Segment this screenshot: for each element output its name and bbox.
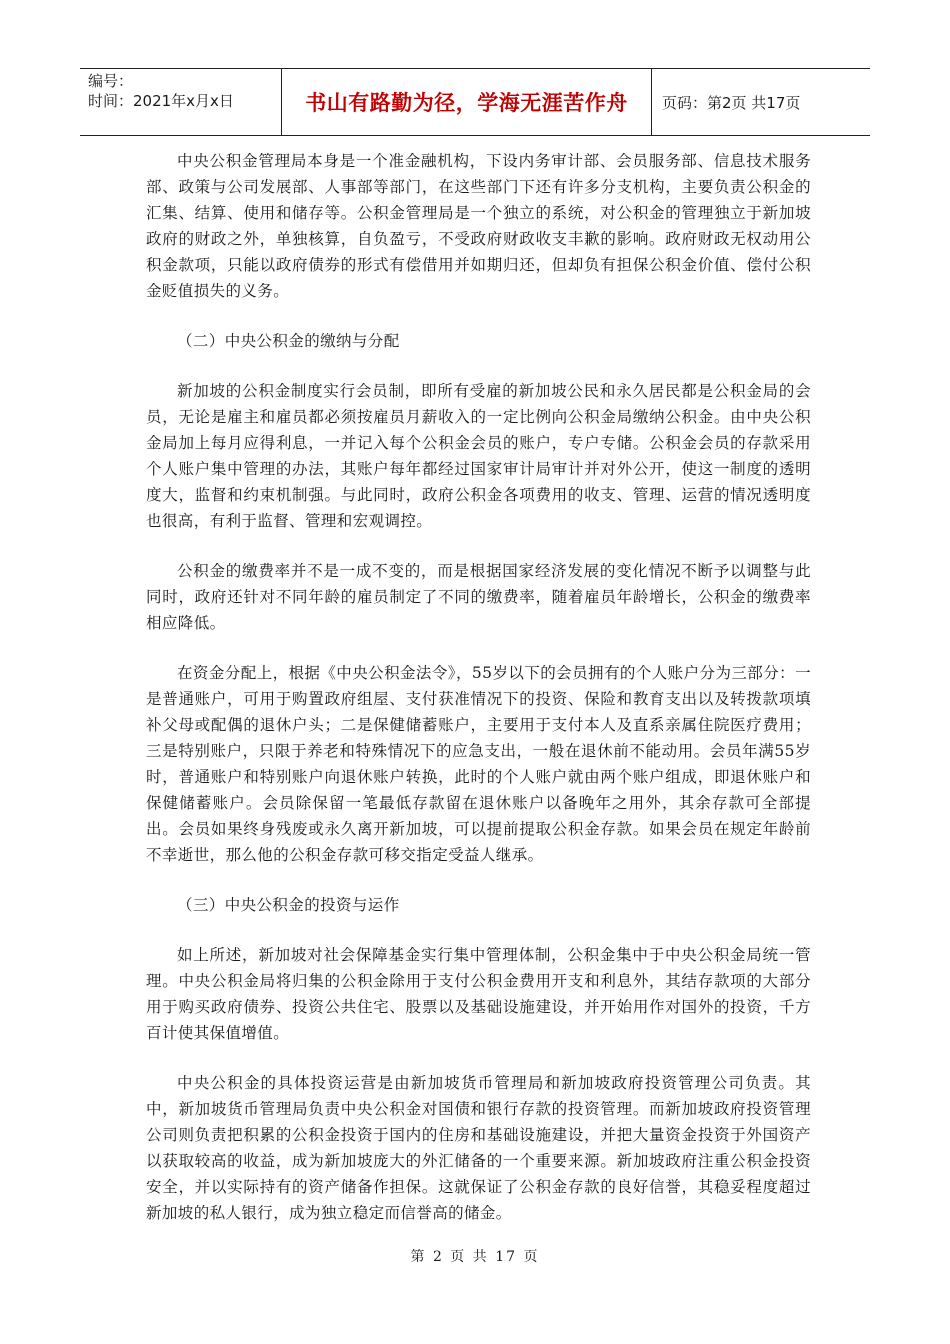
paragraph-4: 在资金分配上，根据《中央公积金法令》，55岁以下的会员拥有的个人账户分为三部分：一是普通账户，可用于购置政府组屋、支付获准情况下的投资、保险和教育支出以及转拨款项填补父母或配偶的退休户头；二是保健储蓄账户，主要用于支付本人及直系亲属住院医疗费用；三是特别账户，只限于养老和特殊情况下的应急支出，一般在退休前不能动用。会员年满55岁时，普通账户和特别账户向退休账户转换，此时的个人账户就由两个账户组成，即退休账户和保健储蓄账户。会员除保留一笔最低存款留在退休账户以备晚年之用外，其余存款可全部提出。会员如果终身残废或永久离开新加坡，可以提前提取公积金存款。如果会员在规定年龄前不幸逝世，那么他的公积金存款可移交指定受益人继承。 xyxy=(146,664,811,864)
page-footer: 第 2 页 共 17 页 xyxy=(410,1249,540,1265)
section-heading-3: （三）中央公积金的投资与运作 xyxy=(177,896,400,914)
paragraph-2: 新加坡的公积金制度实行会员制，即所有受雇的新加坡公民和永久居民都是公积金局的会员，无论是雇主和雇员都必须按雇员月薪收入的一定比例向公积金局缴纳公积金。由中央公积金局加上每月应得利息，一并记入每个公积金会员的账户，专户专储。公积金会员的存款采用个人账户集中管理的办法，其账户每年都经过国家审计局审计并对外公开，使这一制度的透明度大，监督和约束机制强。与此同时，政府公积金各项费用的收支、管理、运营的情况透明度也很高，有利于监督、管理和宏观调控。 xyxy=(146,382,811,530)
header-meta xyxy=(80,69,282,135)
header-motto: 书山有路勤为径，学海无涯苦作舟 xyxy=(282,69,652,135)
document-body xyxy=(146,148,811,1250)
serial-label: 编号： xyxy=(88,72,134,90)
time-text: 时间：2021年x月x日 xyxy=(88,92,234,110)
page-header xyxy=(80,68,870,136)
paragraph-6: 中央公积金的具体投资运营是由新加坡货币管理局和新加坡政府投资管理公司负责。其中，新加坡货币管理局负责中央公积金对国债和银行存款的投资管理。而新加坡政府投资管理公司则负责把积累的公积金投资于国内的住房和基础设施建设，并把大量资金投资于外国资产以获取较高的收益，成为新加坡庞大的外汇储备的一个重要来源。新加坡政府注重公积金投资安全，并以实际持有的资产储备作担保。这就保证了公积金存款的良好信誉，其稳妥程度超过新加坡的私人银行，成为独立稳定而信誉高的储金。 xyxy=(146,1074,811,1222)
paragraph-3: 公积金的缴费率并不是一成不变的，而是根据国家经济发展的变化情况不断予以调整与此同时，政府还针对不同年龄的雇员制定了不同的缴费率，随着雇员年龄增长，公积金的缴费率相应降低。 xyxy=(146,562,811,632)
header-page-info: 页码：第2页 共17页 xyxy=(662,93,801,112)
paragraph-5: 如上所述，新加坡对社会保障基金实行集中管理体制，公积金集中于中央公积金局统一管理。中央公积金局将归集的公积金除用于支付公积金费用开支和利息外，其结存款项的大部分用于购买政府债券、投资公共住宅、股票以及基础设施建设，并开始用作对国外的投资，千方百计使其保值增值。 xyxy=(146,946,811,1042)
paragraph-1: 中央公积金管理局本身是一个准金融机构，下设内务审计部、会员服务部、信息技术服务部、政策与公司发展部、人事部等部门，在这些部门下还有许多分支机构，主要负责公积金的汇集、结算、使用和储存等。公积金管理局是一个独立的系统，对公积金的管理独立于新加坡政府的财政之外，单独核算，自负盈亏，不受政府财政收支丰歉的影响。政府财政无权动用公积金款项，只能以政府债券的形式有偿借用并如期归还，但却负有担保公积金价值、偿付公积金贬值损失的义务。 xyxy=(146,152,811,300)
section-heading-2: （二）中央公积金的缴纳与分配 xyxy=(177,332,400,350)
